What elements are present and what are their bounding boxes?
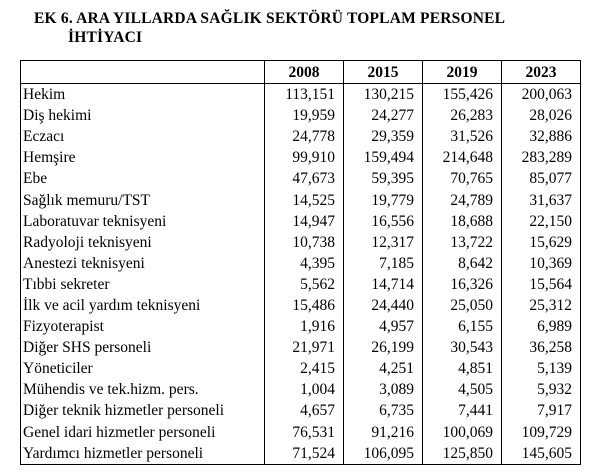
value-cell: 29,359: [344, 126, 423, 147]
value-cell: 99,910: [265, 147, 344, 168]
value-cell: 85,077: [502, 168, 581, 189]
value-cell: 155,426: [423, 84, 502, 106]
header-label-cell: [21, 61, 265, 84]
table-row: [21, 316, 581, 337]
value-cell: 12,317: [344, 232, 423, 253]
row-label: Genel idari hizmetler personeli: [21, 422, 265, 443]
value-cell: 16,326: [423, 274, 502, 295]
value-cell: 106,095: [344, 443, 423, 465]
value-cell: 6,989: [502, 316, 581, 337]
value-cell: 15,629: [502, 232, 581, 253]
table-row: [21, 337, 581, 358]
row-label: Yardımcı hizmetler personeli: [21, 443, 265, 465]
row-label: Diş hekimi: [21, 105, 265, 126]
table-row: [21, 422, 581, 443]
table-row: [21, 400, 581, 421]
value-cell: 214,648: [423, 147, 502, 168]
table-row: [21, 274, 581, 295]
row-label: İlk ve acil yardım teknisyeni: [21, 295, 265, 316]
row-label: Sağlık memuru/TST: [21, 189, 265, 210]
table-body: [21, 84, 581, 465]
value-cell: 25,050: [423, 295, 502, 316]
value-cell: 15,486: [265, 295, 344, 316]
value-cell: 25,312: [502, 295, 581, 316]
value-cell: 18,688: [423, 211, 502, 232]
value-cell: 283,289: [502, 147, 581, 168]
row-label: Yöneticiler: [21, 358, 265, 379]
value-cell: 14,714: [344, 274, 423, 295]
value-cell: 4,251: [344, 358, 423, 379]
value-cell: 36,258: [502, 337, 581, 358]
value-cell: 70,765: [423, 168, 502, 189]
value-cell: 145,605: [502, 443, 581, 465]
row-label: Diğer teknik hizmetler personeli: [21, 400, 265, 421]
table-row: [21, 105, 581, 126]
value-cell: 32,886: [502, 126, 581, 147]
value-cell: 24,789: [423, 189, 502, 210]
value-cell: 31,637: [502, 189, 581, 210]
value-cell: 15,564: [502, 274, 581, 295]
value-cell: 7,185: [344, 253, 423, 274]
value-cell: 7,441: [423, 400, 502, 421]
title-line-1: EK 6. ARA YILLARDA SAĞLIK SEKTÖRÜ TOPLAM PERSONEL: [34, 10, 506, 27]
row-label: Radyoloji teknisyeni: [21, 232, 265, 253]
value-cell: 10,738: [265, 232, 344, 253]
value-cell: 2,415: [265, 358, 344, 379]
value-cell: 24,440: [344, 295, 423, 316]
value-cell: 5,562: [265, 274, 344, 295]
table-row: [21, 84, 581, 106]
value-cell: 130,215: [344, 84, 423, 106]
value-cell: 3,089: [344, 379, 423, 400]
table-row: [21, 358, 581, 379]
value-cell: 125,850: [423, 443, 502, 465]
row-label: Mühendis ve tek.hizm. pers.: [21, 379, 265, 400]
table-row: [21, 295, 581, 316]
value-cell: 4,505: [423, 379, 502, 400]
row-label: Diğer SHS personeli: [21, 337, 265, 358]
value-cell: 10,369: [502, 253, 581, 274]
row-label: Hekim: [21, 84, 265, 106]
value-cell: 26,283: [423, 105, 502, 126]
table-row: [21, 232, 581, 253]
table-row: [21, 253, 581, 274]
title-line-2: İHTİYACI: [68, 29, 143, 46]
value-cell: 4,851: [423, 358, 502, 379]
header-row: [21, 61, 581, 84]
value-cell: 21,971: [265, 337, 344, 358]
table-header: [21, 61, 581, 84]
value-cell: 5,932: [502, 379, 581, 400]
table-row: [21, 379, 581, 400]
value-cell: 91,216: [344, 422, 423, 443]
value-cell: 4,657: [265, 400, 344, 421]
table-row: [21, 443, 581, 465]
personnel-table: [20, 60, 581, 465]
row-label: Hemşire: [21, 147, 265, 168]
value-cell: 71,524: [265, 443, 344, 465]
row-label: Tıbbi sekreter: [21, 274, 265, 295]
header-year-2008: 2008: [265, 61, 344, 84]
value-cell: 13,722: [423, 232, 502, 253]
value-cell: 200,063: [502, 84, 581, 106]
value-cell: 7,917: [502, 400, 581, 421]
value-cell: 100,069: [423, 422, 502, 443]
value-cell: 14,525: [265, 189, 344, 210]
value-cell: 6,735: [344, 400, 423, 421]
value-cell: 28,026: [502, 105, 581, 126]
value-cell: 59,395: [344, 168, 423, 189]
row-label: Ebe: [21, 168, 265, 189]
header-year-2023: 2023: [502, 61, 581, 84]
value-cell: 30,543: [423, 337, 502, 358]
value-cell: 24,778: [265, 126, 344, 147]
value-cell: 4,395: [265, 253, 344, 274]
table-row: [21, 211, 581, 232]
value-cell: 26,199: [344, 337, 423, 358]
value-cell: 5,139: [502, 358, 581, 379]
value-cell: 159,494: [344, 147, 423, 168]
value-cell: 1,004: [265, 379, 344, 400]
value-cell: 113,151: [265, 84, 344, 106]
table-row: [21, 147, 581, 168]
value-cell: 4,957: [344, 316, 423, 337]
document-title: [34, 9, 574, 47]
value-cell: 76,531: [265, 422, 344, 443]
table-row: [21, 126, 581, 147]
header-year-2019: 2019: [423, 61, 502, 84]
row-label: Fizyoterapist: [21, 316, 265, 337]
row-label: Anestezi teknisyeni: [21, 253, 265, 274]
header-year-2015: 2015: [344, 61, 423, 84]
value-cell: 47,673: [265, 168, 344, 189]
value-cell: 19,779: [344, 189, 423, 210]
value-cell: 16,556: [344, 211, 423, 232]
value-cell: 1,916: [265, 316, 344, 337]
table-row: [21, 168, 581, 189]
value-cell: 6,155: [423, 316, 502, 337]
value-cell: 24,277: [344, 105, 423, 126]
value-cell: 8,642: [423, 253, 502, 274]
row-label: Eczacı: [21, 126, 265, 147]
row-label: Laboratuvar teknisyeni: [21, 211, 265, 232]
value-cell: 109,729: [502, 422, 581, 443]
value-cell: 22,150: [502, 211, 581, 232]
value-cell: 14,947: [265, 211, 344, 232]
table-row: [21, 189, 581, 210]
value-cell: 19,959: [265, 105, 344, 126]
value-cell: 31,526: [423, 126, 502, 147]
